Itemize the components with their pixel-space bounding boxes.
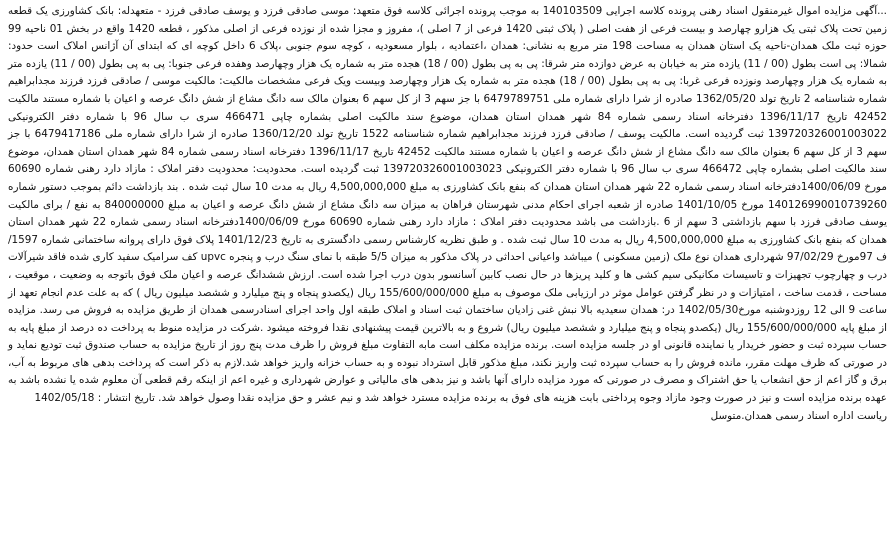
- notice-signature: ریاست اداره اسناد رسمی همدان.متوسل: [710, 409, 887, 422]
- notice-body: ...آگهی مزایده اموال غیرمنقول اسناد رهنی پرونده کلاسه اجرایی 140103509 به موجب پرونده اجرائی کلاسه فوق متعهد: موسی صادقی فرزد و یوسف صادقی فرزد - متعهدله: بانک کشاورزی یک قطعه زمین تحت پلاک ثبتی یک هزارو چهارصد و بیست فرعی از هفت اصلی ( پلاک ثبتی 1420 فرعی از 7 اصلی )، مفروز و مجزا شده از نوزده فرعی از اصلی مذکور ، قطعه 1420 واقع در بخش 01 ناحیه 99 حوزه ثبت ملک همدان-ناحیه یک استان همدان به مساحت 198 متر مربع به نشانی: همدان ،اعتمادیه ، بلوار مسعودیه ، کوچه سوم جنوبی ،پلاک 6 داخل کوچه ای که ابتدای آن آژانس املاک است حدود: شمالا: پی است بطول (00 / 11) یازده متر به خیابان به عرض دوازده متر شرقا: پی به پی بطول (00 / 18) هجده متر به شماره یک هزار وچهارصد وهفده فرعی جنوبا: پی به پی بطول (00 / 11) یازده متر به شماره یک هزار وچهارصد ونوزده فرعی غربا: پی به پی بطول (00 / 18) هجده متر به شماره یک هزار وچهارصد وبیست ویک فرعی مشخصات مالکیت: مالکیت موسی / صادقی فرزد فرزند مجدابراهیم شماره شناسنامه 2 تاریخ تولد 1362/05/20 صادره از شرا دارای شماره ملی 6479789751 با جز سهم 3 از کل سهم 6 بعنوان مالک سه دانگ مشاع از شش دانگ عرصه و اعیان با شماره مستند مالکیت 42452 تاریخ 1396/11/17 دفترخانه اسناد رسمی شماره 84 شهر همدان استان همدان، موضوع سند مالکیت اصلی بشماره چاپی 466471 سری ب سال 96 با شماره دفتر الکترونیکی 139720326001003022 ثبت گردیده است. مالکیت یوسف / صادقی فرزد فرزند مجدابراهیم شماره شناسنامه 1522 تاریخ تولد 1360/12/20 صادره از شرا دارای شماره ملی 6479417186 با جز سهم 3 از کل سهم 6 بعنوان مالک سه دانگ مشاع از شش دانگ عرصه و اعیان با شماره مستند مالکیت 42452 تاریخ 1396/11/17 دفترخانه اسناد رسمی شماره 84 شهر همدان استان همدان، موضوع سند مالکیت اصلی بشماره چاپی 466472 سری ب سال 96 با شماره دفتر الکترونیکی 139720326001003023 ثبت گردیده است. محدودیت: محدودیت دفتر املاک : مازاد دارد رهنی شماره 60690 مورخ 1400/06/09دفترخانه اسناد رسمی شماره 22 شهر همدان استان همدان که بنفع بانک کشاورزی به مبلغ 4,500,000,000 ریال به مدت 10 سال ثبت شده . بند بازداشت دائم بموجب دستور شماره 140126990010739260 مورخ 1401/10/05 صادره از شعبه اجرای احکام مدنی شهرستان فراهان به میزان سه دانگ مشاع از شش دانگ عرصه و اعیان به مبلغ 840000000 به نفع / برای مالکیت یوسف صادقی فرزد با سهم بازداشتی 3 سهم از 6 .بازداشت می باشد محدودیت دفتر املاک : مازاد دارد رهنی شماره 60690 مورخ 1400/06/09دفترخانه اسناد رسمی شماره 22 شهر همدان استان همدان که بنفع بانک کشاورزی به مبلغ 4,500,000,000 ریال به مدت 10 سال ثبت شده . و طبق نظریه کارشناس رسمی دادگستری به تاریخ 1401/12/23 پلاک فوق دارای پروانه ساختمانی شماره 1597/ف 97مورخ 97/02/29 شهرداری همدان نوع ملک (زمین مسکونی ) میباشد واعیانی احداثی در پلاک مذکور به میزان 5/5 طبقه با نمای سنگ درب و پنجره upvc کف سرامیک سفید کاری شده فاقد شیرآلات درب و چهارچوب تجهیزات و تاسیسات مکانیکی سیم کشی ها و کلید پریزها در حال نصب کابین آسانسور بدون درب اجرا شده است. ارزش ششدانگ عرصه و اعیان ملک فوق باتوجه به وضعیت ، موقعیت ، مساحت ، قدمت ساخت ، امتیازات و در نظر گرفتن عوامل موثر در ارزیابی ملک موصوف به مبلغ 155/600/000/000 ریال (یکصدو پنجاه و پنج میلیارد و ششصد میلیون ریال ) که به علت عدم انجام تعهد از ساعت 9 الی 12 روزدوشنبه مورخ1402/05/30 در: همدان سعیدیه بالا نبش غنی زادیان ساختمان ثبت اسناد و املاک طبقه اول واحد اجرای اسنادرسمی همدان از طریق مزایده به فروش می رسد. مزایده از مبلغ پایه 155/600/000/000 ریال (یکصدو پنجاه و پنج میلیارد و ششصد میلیون ریال) شروع و به بالاترین قیمت پیشنهادی نقدا فروخته میشود .شرکت در مزایده منوط به پرداخت ده درصد از مبلغ پایه به حساب سپرده ثبت و حضور خریدار یا نماینده قانونی او در جلسه مزایده است. برنده مزایده مکلف است مابه التفاوت مبلغ فروش را ظرف مدت پنج روز از تاریخ مزایده به حساب صندوق ثبت تودیع نماید و در صورتی که ظرف مهلت مقرر، مانده فروش را به حساب سپرده ثبت واریز نکند، مبلغ مذکور قابل استرداد نبوده و به حساب خزانه واریز خواهد شد.لازم به ذکر است که پرداخت بدهی های مربوط به آب، برق و گاز اعم از حق انشعاب یا حق اشتراک و مصرف در صورتی که مورد مزایده دارای آنها باشد و نیز بدهی های مالیاتی و عوارض شهرداری و غیره اعم از اینکه رقم قطعی آن معلوم شده یا نشده باشد به عهده برنده مزایده است و نیز در صورت وجود مازاد وجوه پرداختی بابت هزینه های فوق به برنده مزایده مسترد خواهد شد و نیم عشر و حق مزایده نقدا وصول خواهد شد. تاریخ انتشار : 1402/05/18: [8, 5, 888, 405]
